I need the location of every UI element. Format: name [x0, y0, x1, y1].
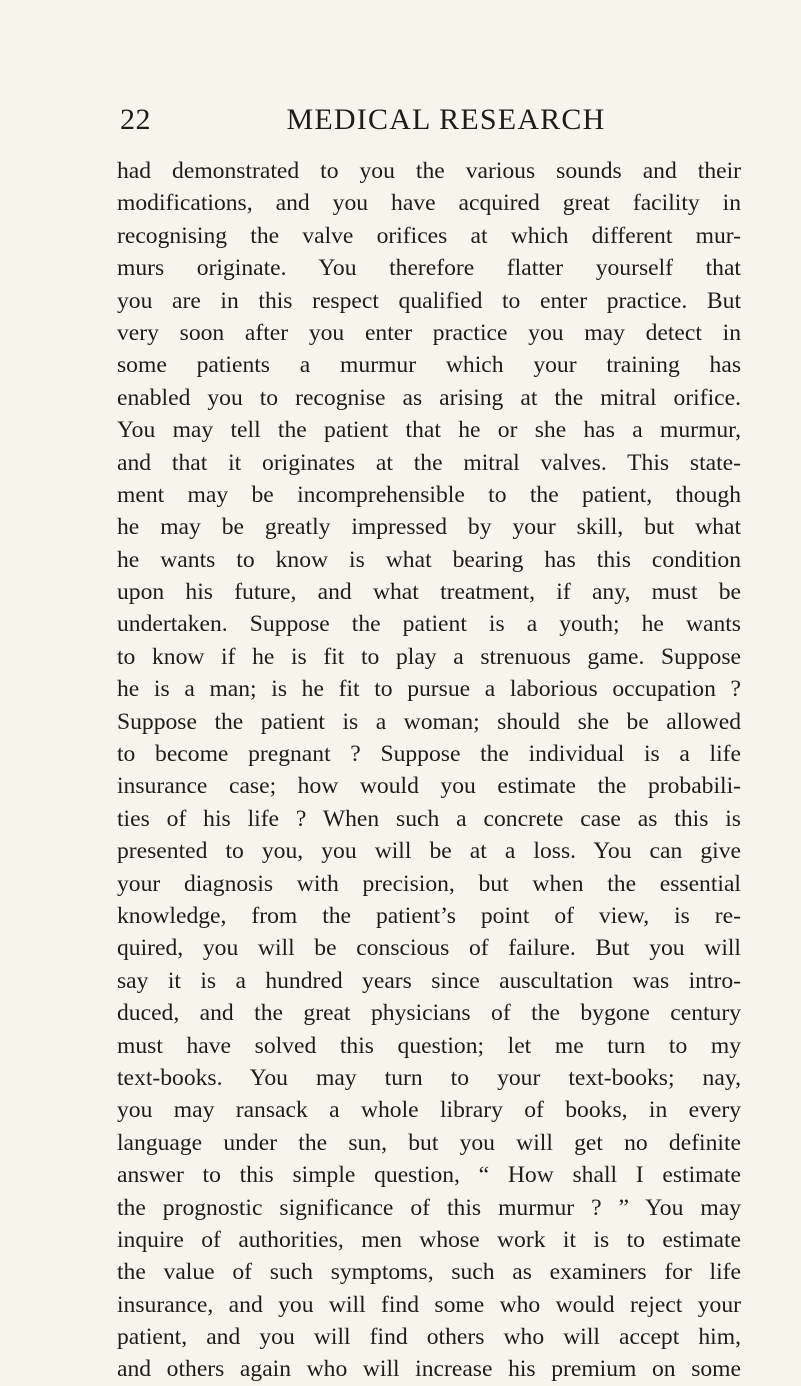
text-line: had demonstrated to you the various sounds and their — [117, 158, 741, 184]
text-line: ment may be incomprehensible to the patient, though — [117, 481, 741, 508]
text-line: text-books. You may turn to your text-books; nay, — [117, 1064, 741, 1091]
text-line: language under the sun, but you will get no definite — [117, 1129, 741, 1156]
text-line: he is a man; is he fit to pursue a laborious occupation ? — [117, 676, 741, 703]
text-line: some patients a murmur which your training has — [117, 352, 741, 379]
text-line: ties of his life ? When such a concrete case as this is — [117, 805, 741, 832]
text-line: inquire of authorities, men whose work it is to estimate — [117, 1226, 741, 1253]
text-line: insurance, and you will find some who would reject your — [117, 1291, 741, 1318]
text-line: insurance case; how would you estimate the probabili- — [117, 773, 741, 800]
text-line: he may be greatly impressed by your skill, but what — [117, 514, 741, 541]
page-number: 22 — [120, 103, 151, 136]
text-line: say it is a hundred years since auscultation was intro- — [117, 967, 741, 994]
text-line: murs originate. You therefore flatter yourself that — [117, 255, 741, 282]
text-line: he wants to know is what bearing has this condition — [117, 546, 741, 573]
text-line: patient, and you will find others who will accept him, — [117, 1324, 741, 1351]
text-line: You may tell the patient that he or she has a murmur, — [117, 417, 741, 444]
text-line: duced, and the great physicians of the bygone century — [117, 1000, 741, 1027]
text-line: to become pregnant ? Suppose the individual is a life — [117, 741, 741, 768]
text-line: quired, you will be conscious of failure. But you will — [117, 935, 741, 962]
text-line: to know if he is fit to play a strenuous game. Suppose — [117, 643, 741, 670]
text-line: the prognostic significance of this murmur ? ” You may — [117, 1194, 741, 1221]
text-line: must have solved this question; let me turn to my — [117, 1032, 741, 1059]
text-line: recognising the valve orifices at which different mur- — [117, 222, 741, 249]
text-line: presented to you, you will be at a loss. You can give — [117, 838, 741, 865]
text-line: your diagnosis with precision, but when the essential — [117, 870, 741, 897]
text-line: answer to this simple question, “ How shall I estimate — [117, 1162, 741, 1189]
text-line: modifications, and you have acquired great facility in — [117, 190, 741, 217]
running-title: MEDICAL RESEARCH — [286, 103, 606, 136]
text-line: upon his future, and what treatment, if any, must be — [117, 579, 741, 606]
text-line: undertaken. Suppose the patient is a youth; he wants — [117, 611, 741, 638]
text-line: enabled you to recognise as arising at the mitral orifice. — [117, 384, 741, 411]
text-line: the value of such symptoms, such as examiners for life — [117, 1259, 741, 1286]
body-text — [117, 155, 741, 1386]
text-line: Suppose the patient is a woman; should she be allowed — [117, 708, 741, 735]
text-line: and others again who will increase his premium on some — [117, 1356, 741, 1383]
text-line: you are in this respect qualified to enter practice. But — [117, 287, 741, 314]
text-line: knowledge, from the patient’s point of view, is re- — [117, 902, 741, 929]
text-line: you may ransack a whole library of books, in every — [117, 1097, 741, 1124]
text-line: and that it originates at the mitral valves. This state- — [117, 449, 741, 476]
text-line: very soon after you enter practice you may detect in — [117, 319, 741, 346]
running-head — [120, 100, 740, 140]
